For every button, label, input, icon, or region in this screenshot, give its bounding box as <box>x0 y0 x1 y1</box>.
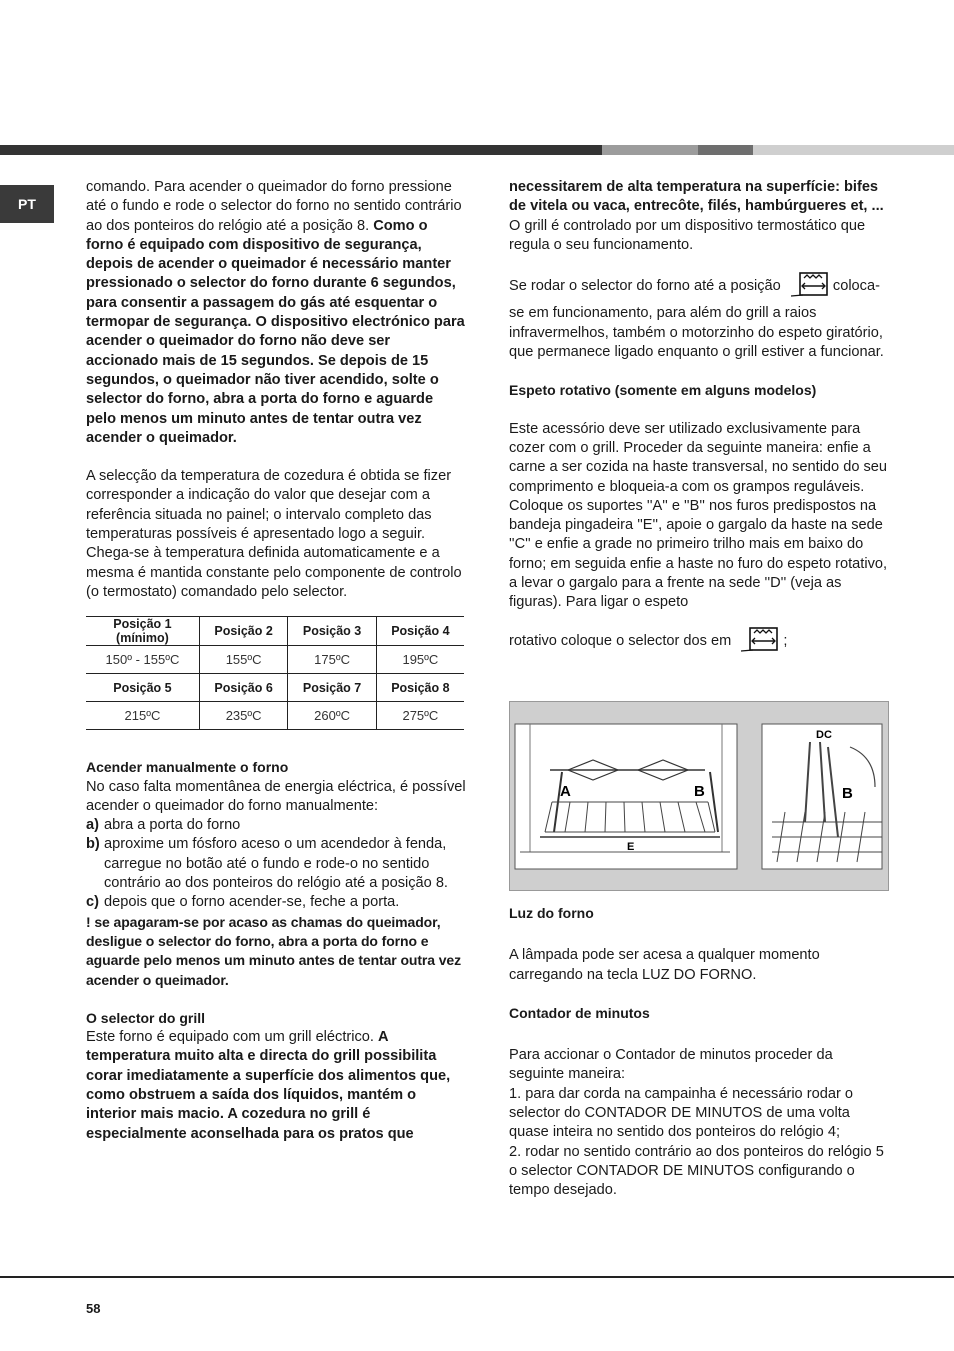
rotate-before-text: Se rodar o selector do forno até a posição <box>509 278 781 295</box>
top-bar-light <box>753 145 954 155</box>
table-cell: 235ºC <box>199 702 287 730</box>
table-cell: 175ºC <box>288 646 376 674</box>
label-a: A <box>560 783 571 800</box>
manual-heading: Acender manualmente o forno <box>86 759 289 776</box>
rotate-paragraph <box>509 272 889 362</box>
page-number: 58 <box>86 1301 101 1316</box>
spit-heading-note: (somente em alguns modelos) <box>614 382 817 399</box>
list-text: depois que o forno acender-se, feche a porta. <box>104 894 400 911</box>
grill-continuation: necessitarem de alta temperatura na superfície: bifes de vitela ou vaca, entrecôte, filés, hambúrgueres et, ... <box>509 179 884 215</box>
list-marker: a) <box>86 817 99 834</box>
grill-heading: O selector do grill <box>86 1009 206 1026</box>
table-cell: 195ºC <box>376 646 464 674</box>
spit-heading <box>509 381 889 400</box>
grill-spit-icon <box>791 272 829 304</box>
table-header-cell: Posição 4 <box>376 617 464 646</box>
spit-paragraph: Este acessório deve ser utilizado exclusivamente para cozer com o grill. Proceder da seguinte maneira: enfie a carne a ser cozida na haste transversal, no sentido do seu comprimento e bloqueia-a com os grampos reguláveis. Coloque os suportes ''A'' e ''B'' nos furos predispostos na bandeja pingadeira ''E'', apoie o gargalo da haste na sede ''C'' e enfie a grade no primeiro trilho mais em baixo do forno; em seguida enfie a haste no furo do espeto rotativo, a levar o gargalo para a frente na sede ''D'' (veja as figuras). Para ligar o espeto <box>509 420 888 611</box>
table-cell: 150º - 155ºC <box>86 646 199 674</box>
top-bar-dark <box>0 145 602 155</box>
label-dc: DC <box>816 729 832 741</box>
lamp-paragraph: A lâmpada pode ser acesa a qualquer momento carregando na tecla LUZ DO FORNO. <box>509 947 820 983</box>
temperature-paragraph: A selecção da temperatura de cozedura é obtida se fizer corresponder a indicação do valor que desejar com a referência situada no painel; o intervalo completo das temperaturas possíveis é apresentado logo a seguir. Chega-se à temperatura definida automaticamente e a mesma é mantida constante pelo componente de controlo (o termostato) comandado pelo selector. <box>86 468 462 600</box>
label-b: B <box>694 783 705 800</box>
table-header-cell: Posição 8 <box>376 674 464 702</box>
list-item <box>86 816 466 835</box>
top-bar-dark2 <box>698 145 753 155</box>
top-bar <box>0 145 954 155</box>
table-value-row <box>86 646 464 674</box>
spit-last-line <box>509 627 889 659</box>
list-item <box>86 893 466 912</box>
thermostat-paragraph: O grill é controlado por um dispositivo termostático que regula o seu funcionamento. <box>509 217 866 253</box>
right-column <box>509 178 889 659</box>
grill-spit-icon <box>741 627 779 659</box>
table-header-cell: Posição 1 (mínimo) <box>86 617 199 646</box>
timer-heading: Contador de minutos <box>509 1004 650 1021</box>
rotisserie-illustration <box>510 702 888 890</box>
list-item <box>86 835 466 893</box>
bottom-rule <box>0 1276 954 1278</box>
spit-last-before: rotativo coloque o selector dos em <box>509 632 732 649</box>
timer-intro: Para accionar o Contador de minutos proceder da seguinte maneira: <box>509 1047 833 1083</box>
table-header-row <box>86 674 464 702</box>
timer-step-2: 2. rodar no sentido contrário ao dos ponteiros do relógio 5 o selector CONTADOR DE MINUTOS configurando o tempo desejado. <box>509 1143 884 1199</box>
table-header-cell: Posição 7 <box>288 674 376 702</box>
intro-paragraph <box>86 178 466 448</box>
temperature-table <box>86 616 464 730</box>
list-marker: c) <box>86 894 99 911</box>
top-bar-mid <box>602 145 698 155</box>
warning-text: ! se apagaram-se por acaso as chamas do queimador, desligue o selector do forno, abra a porta do forno e aguarde pelo menos um minuto antes de tentar outra vez acender o queimador. <box>86 913 462 988</box>
intro-normal-text: comando. Para acender o queimador do forno pressione até o fundo e rode o selector do forno no sentido contrário ao dos ponteiros do relógio até a posição 8. <box>86 179 462 234</box>
list-text: aproxime um fósforo aceso o um acendedor à fenda, carregue no botão até o fundo e rode-o no sentido contrário ao dos ponteiros do relógio até a posição 8. <box>104 836 448 892</box>
label-e: E <box>627 841 635 853</box>
label-b2: B <box>842 785 853 802</box>
intro-bold-text: Como o forno é equipado com dispositivo de segurança, depois de acender o queimador é necessário manter pressionado o selector do forno durante 6 segundos, para consentir a passagem do gás até esquentar o termopar de segurança. O dispositivo electrónico para acender o queimador do forno não deve ser accionado mais de 15 segundos. Se depois de 15 segundos, o queimador não tiver acendido, solte o selector do forno, abra a porta do forno e aguarde pelo menos um minuto antes de tentar outra vez acender o queimador. <box>86 217 465 446</box>
table-cell: 215ºC <box>86 702 199 730</box>
table-header-cell: Posição 3 <box>288 617 376 646</box>
timer-step-1: 1. para dar corda na campainha é necessário rodar o selector do CONTADOR DE MINUTOS de uma volta quase inteira no sentido dos ponteiros do relógio 4; <box>509 1085 853 1141</box>
spit-heading-text: Espeto rotativo <box>509 382 611 399</box>
lamp-heading: Luz do forno <box>509 905 594 921</box>
right-column-lower <box>509 904 889 1201</box>
rotisserie-figure <box>509 701 889 891</box>
spit-last-after: ; <box>783 632 788 649</box>
grill-normal-text: Este forno é equipado com um grill eléctrico. <box>86 1029 374 1046</box>
table-header-cell: Posição 2 <box>199 617 287 646</box>
table-value-row <box>86 702 464 730</box>
table-cell: 275ºC <box>376 702 464 730</box>
manual-intro: No caso falta momentânea de energia eléctrica, é possível acender o queimador do forno manualmente: <box>86 778 466 814</box>
table-cell: 155ºC <box>199 646 287 674</box>
grill-paragraph <box>86 1028 466 1144</box>
left-column <box>86 178 466 1144</box>
language-tab: PT <box>0 185 54 223</box>
list-text: abra a porta do forno <box>104 817 241 834</box>
table-cell: 260ºC <box>288 702 376 730</box>
rotate-after-text: coloca-se em funcionamento, para além do grill a raios infravermelhos, também o motorzinho do espeto giratório, que permanece ligado enquanto o grill estiver a funcionar. <box>509 278 884 361</box>
table-header-row <box>86 617 464 646</box>
table-header-cell: Posição 6 <box>199 674 287 702</box>
list-marker: b) <box>86 836 100 853</box>
grill-bold-text: A temperatura muito alta e directa do grill possibilita corar imediatamente a superfície dos alimentos que, como obstruem a saída dos líquidos, mantém o interior mais macio. A cozedura no grill é especialmente aconselhada para os pratos que <box>86 1029 451 1142</box>
table-header-cell: Posição 5 <box>86 674 199 702</box>
